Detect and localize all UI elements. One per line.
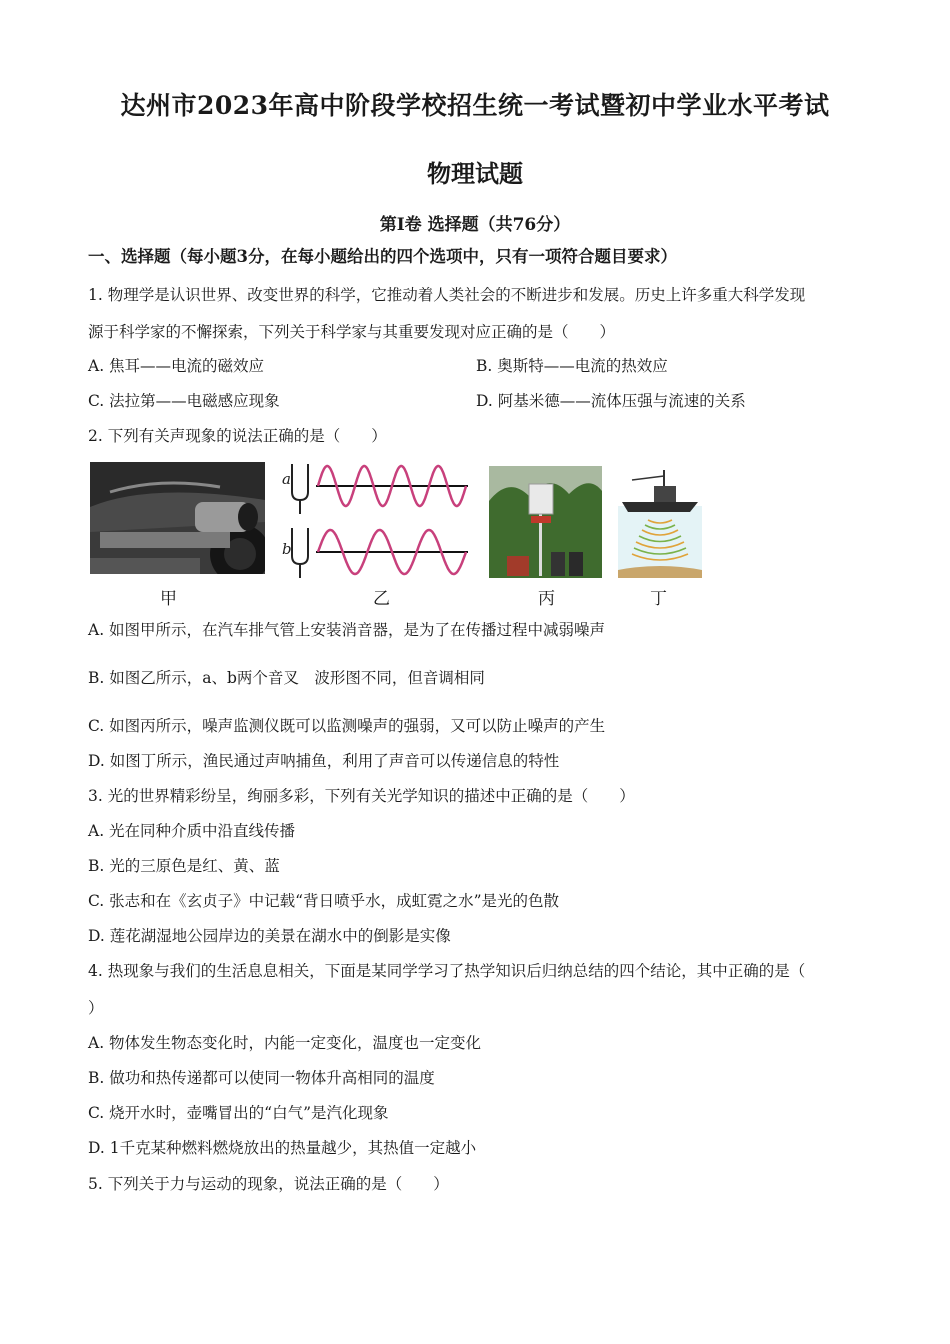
tuning-fork-waveforms bbox=[276, 462, 476, 580]
q2-option-b: B. 如图乙所示，a、b两个音叉 波形图不同，但音调相同 bbox=[88, 669, 485, 687]
figure-caption-jia: 甲 bbox=[160, 589, 177, 609]
q4-option-b: B. 做功和热传递都可以使同一物体升高相同的温度 bbox=[88, 1069, 435, 1087]
q2-option-c: C. 如图丙所示，噪声监测仪既可以监测噪声的强弱，又可以防止噪声的产生 bbox=[88, 717, 606, 735]
q3-option-b: B. 光的三原色是红、黄、蓝 bbox=[88, 857, 280, 875]
q1-option-a: A. 焦耳——电流的磁效应 bbox=[88, 357, 265, 375]
fork-label-a: a bbox=[282, 470, 291, 488]
q4-option-a: A. 物体发生物态变化时，内能一定变化，温度也一定变化 bbox=[88, 1034, 482, 1052]
q4-option-d: D. 1千克某种燃料燃烧放出的热量越少，其热值一定越小 bbox=[88, 1139, 477, 1157]
q2-option-a: A. 如图甲所示，在汽车排气管上安装消音器，是为了在传播过程中减弱噪声 bbox=[88, 621, 606, 639]
q4-stem-line1: 4. 热现象与我们的生活息息相关，下面是某同学学习了热学知识后归纳总结的四个结论，其中正确的是（ bbox=[88, 962, 806, 980]
exam-title: 达州市2023年高中阶段学校招生统一考试暨初中学业水平考试 bbox=[120, 91, 830, 120]
section-heading: 第Ⅰ卷 选择题（共76分） bbox=[379, 215, 571, 235]
exam-subtitle: 物理试题 bbox=[427, 159, 523, 188]
q1-option-c: C. 法拉第——电磁感应现象 bbox=[88, 392, 280, 410]
q2-option-d: D. 如图丁所示，渔民通过声呐捕鱼，利用了声音可以传递信息的特性 bbox=[88, 752, 560, 770]
q1-stem-line2: 源于科学家的不懈探索，下列关于科学家与其重要发现对应正确的是（ ） bbox=[88, 323, 616, 341]
q3-option-d: D. 莲花湖湿地公园岸边的美景在湖水中的倒影是实像 bbox=[88, 927, 451, 945]
q5-stem: 5. 下列关于力与运动的现象，说法正确的是（ ） bbox=[88, 1175, 449, 1193]
q3-option-a: A. 光在同种介质中沿直线传播 bbox=[88, 822, 296, 840]
noise-monitor-photo bbox=[489, 466, 602, 578]
q3-option-c: C. 张志和在《玄贞子》中记载“背日喷乎水，成虹霓之水”是光的色散 bbox=[88, 892, 560, 910]
figure-caption-ding: 丁 bbox=[650, 589, 667, 609]
q3-stem: 3. 光的世界精彩纷呈，绚丽多彩，下列有关光学知识的描述中正确的是（ ） bbox=[88, 787, 635, 805]
q4-option-c: C. 烧开水时，壶嘴冒出的“白气”是汽化现象 bbox=[88, 1104, 389, 1122]
sonar-boat-diagram bbox=[618, 466, 702, 578]
fork-label-b: b bbox=[282, 540, 292, 558]
q1-option-d: D. 阿基米德——流体压强与流速的关系 bbox=[476, 392, 746, 410]
q2-stem: 2. 下列有关声现象的说法正确的是（ ） bbox=[88, 427, 387, 445]
figure-caption-bing: 丙 bbox=[538, 589, 555, 609]
q4-stem-line2: ） bbox=[88, 999, 104, 1017]
figure-caption-yi: 乙 bbox=[373, 589, 390, 609]
car-exhaust-photo bbox=[90, 462, 265, 574]
part-heading: 一、选择题（每小题3分，在每小题给出的四个选项中，只有一项符合题目要求） bbox=[88, 247, 677, 266]
q1-stem-line1: 1. 物理学是认识世界、改变世界的科学，它推动着人类社会的不断进步和发展。历史上许多重大科学发现 bbox=[88, 286, 806, 304]
q1-option-b: B. 奥斯特——电流的热效应 bbox=[476, 357, 668, 375]
